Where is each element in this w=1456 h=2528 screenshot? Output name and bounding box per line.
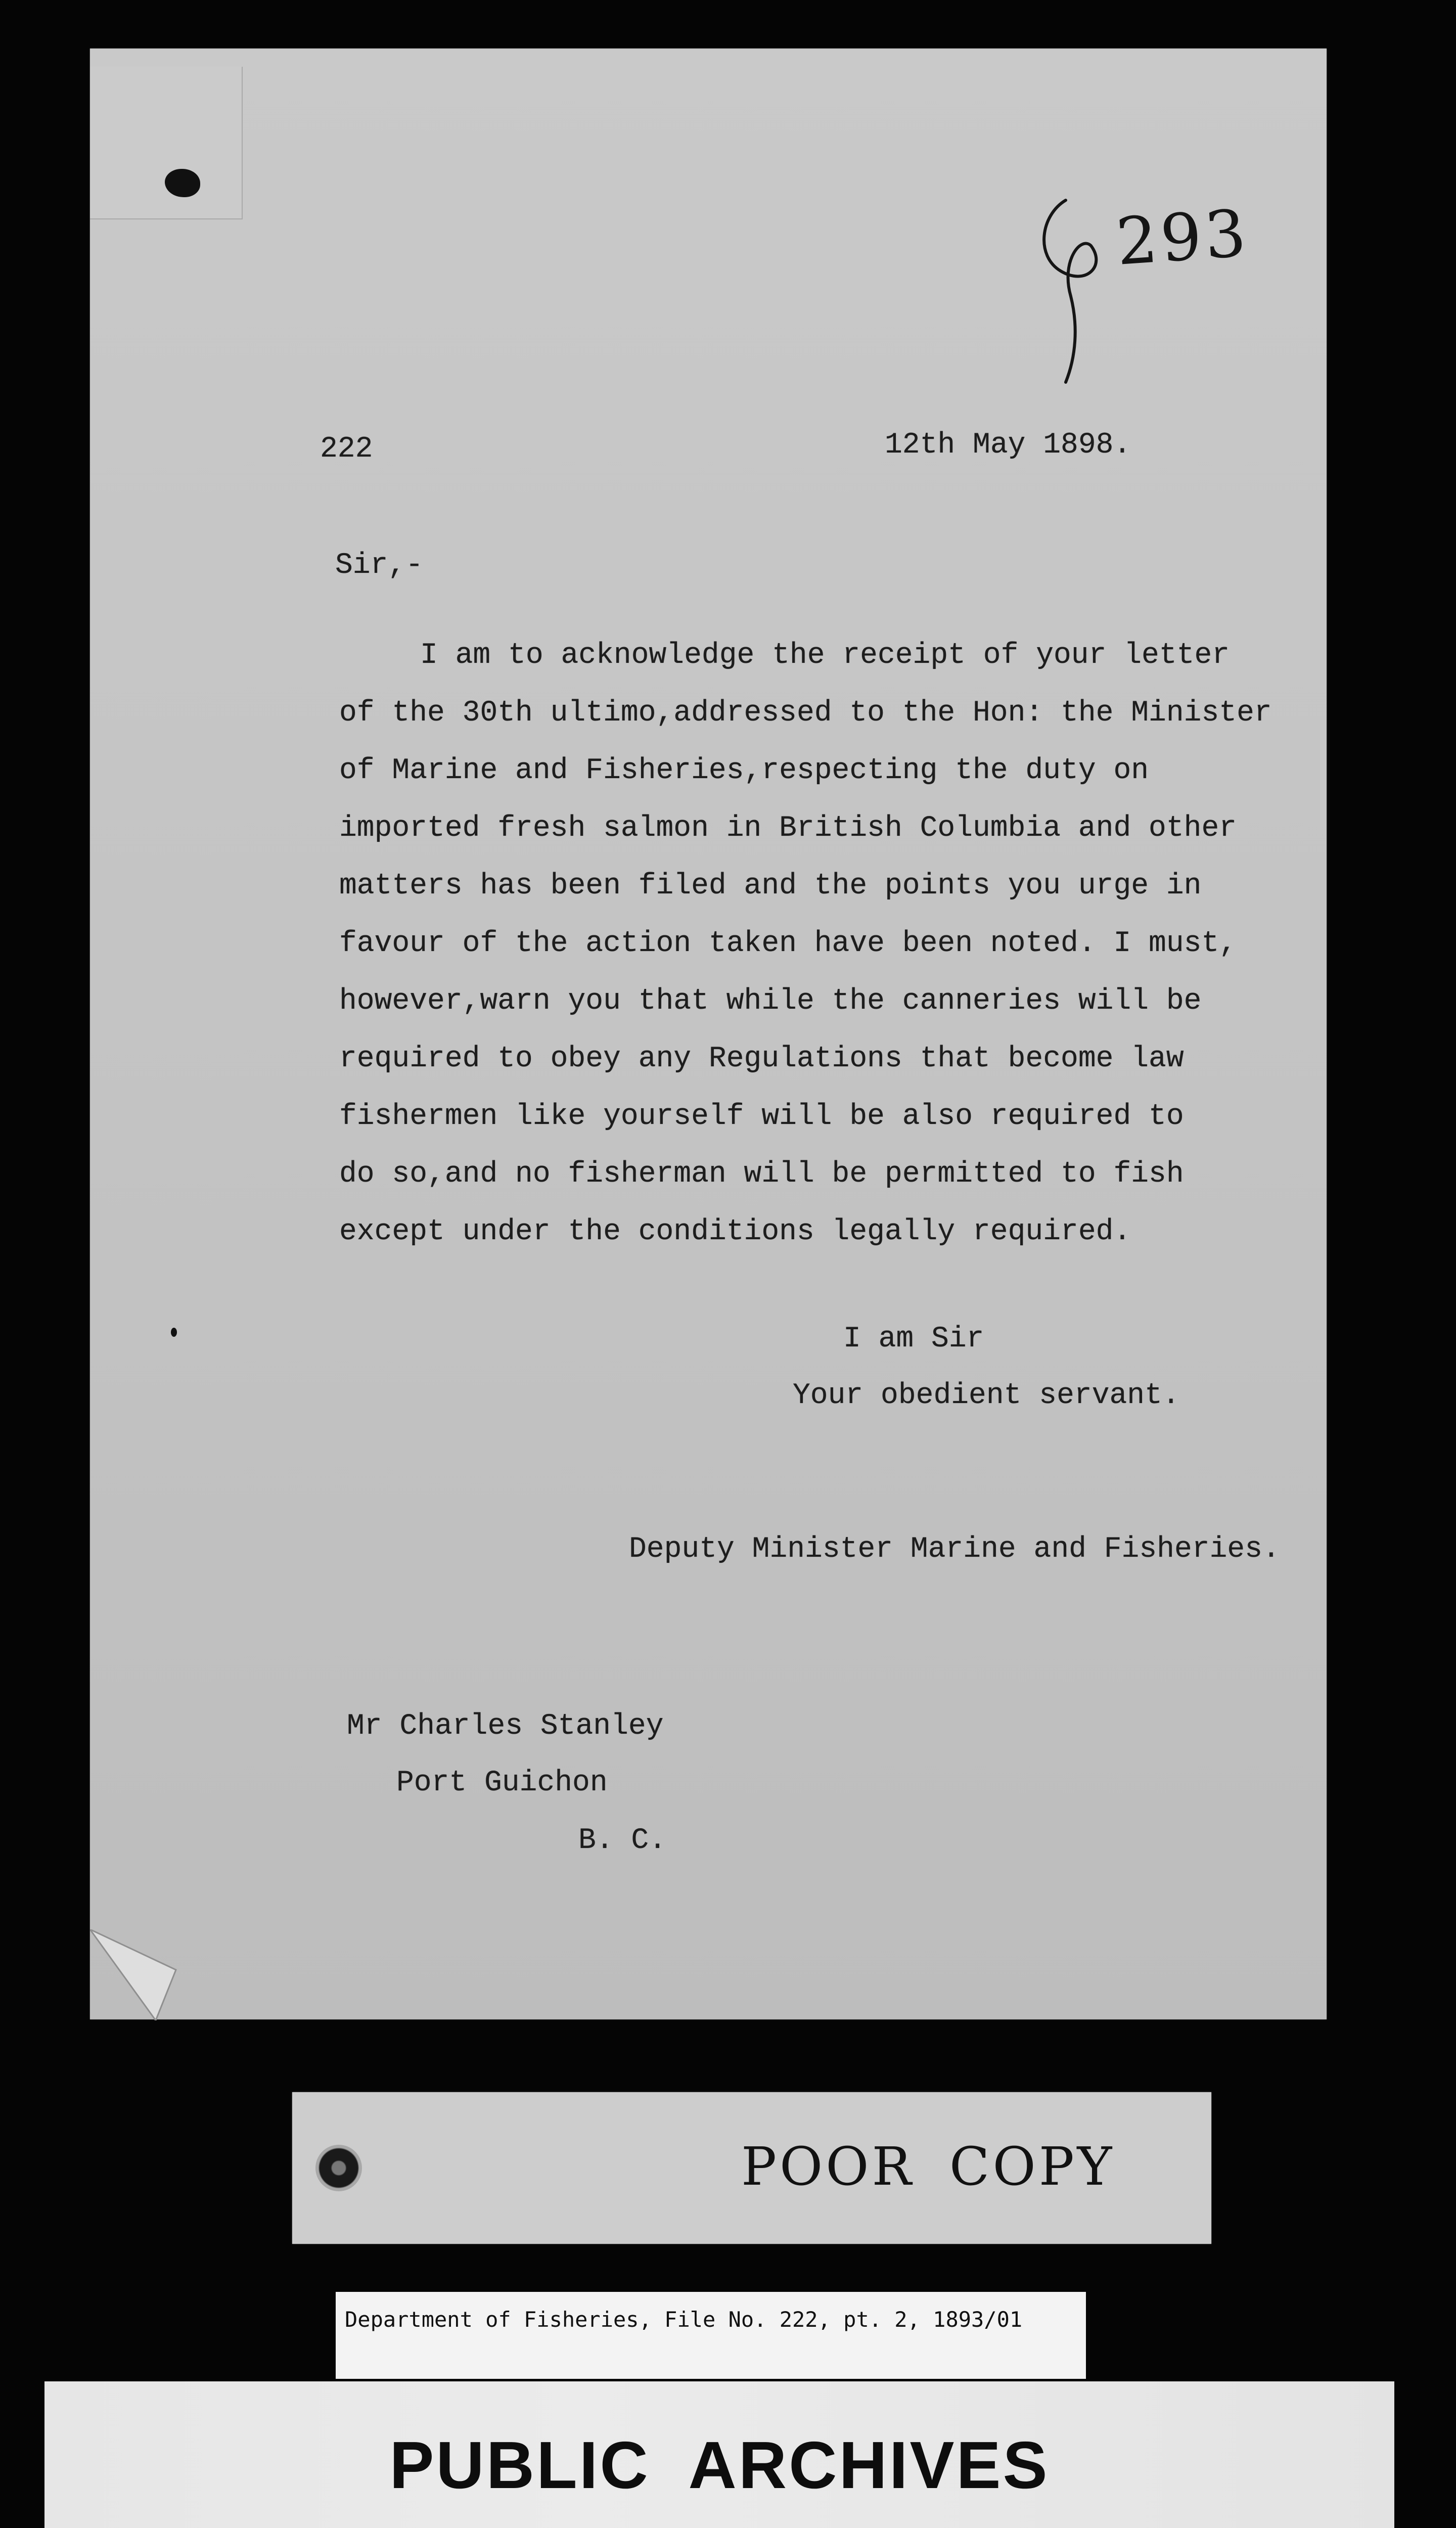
body-line: imported fresh salmon in British Columbia and other (339, 812, 1237, 845)
closing-line: I am Sir (843, 1323, 984, 1356)
ink-speck (171, 1328, 177, 1337)
body-line: I am to acknowledge the receipt of your letter (420, 639, 1230, 672)
addressee-province: B. C. (578, 1824, 667, 1857)
punch-hole (165, 169, 200, 197)
source-citation-text: Department of Fisheries, File No. 222, pt. 2, 1893/01 (345, 2307, 1023, 2332)
body-line: of the 30th ultimo,addressed to the Hon: the Minister (339, 697, 1272, 730)
archives-stamp (44, 2381, 1394, 2528)
body-line: however,warn you that while the canneries will be (339, 985, 1202, 1018)
addressee-name: Mr Charles Stanley (347, 1710, 664, 1743)
body-line: of Marine and Fisheries,respecting the duty on (339, 754, 1149, 787)
poor-copy-strip (292, 2092, 1211, 2244)
letter-sheet (90, 49, 1327, 2019)
corner-tab (90, 67, 243, 219)
archive-page-number: 293 (1114, 196, 1252, 280)
body-line: do so,and no fisherman will be permitted to fish (339, 1158, 1184, 1191)
signature-title: Deputy Minister Marine and Fisheries. (629, 1533, 1280, 1566)
letter-date: 12th May 1898. (885, 429, 1131, 462)
addressee-place: Port Guichon (396, 1767, 608, 1799)
folded-corner (90, 1929, 181, 2020)
body-line: except under the conditions legally required. (339, 1215, 1131, 1248)
body-line: required to obey any Regulations that become law (339, 1043, 1184, 1075)
source-citation-label (336, 2292, 1086, 2379)
file-reference: 222 (320, 433, 373, 466)
body-line: favour of the action taken have been noted. I must, (339, 927, 1237, 960)
salutation: Sir,- (335, 549, 424, 582)
body-line: matters has been filed and the points you urge in (339, 870, 1202, 902)
rivet-icon (315, 2145, 362, 2191)
poor-copy-label: POOR COPY (741, 2136, 1115, 2197)
archives-title-en: PUBLIC ARCHIVES (389, 2428, 1050, 2502)
closing-line: Your obedient servant. (793, 1379, 1180, 1412)
body-line: fishermen like yourself will be also required to (339, 1100, 1184, 1133)
